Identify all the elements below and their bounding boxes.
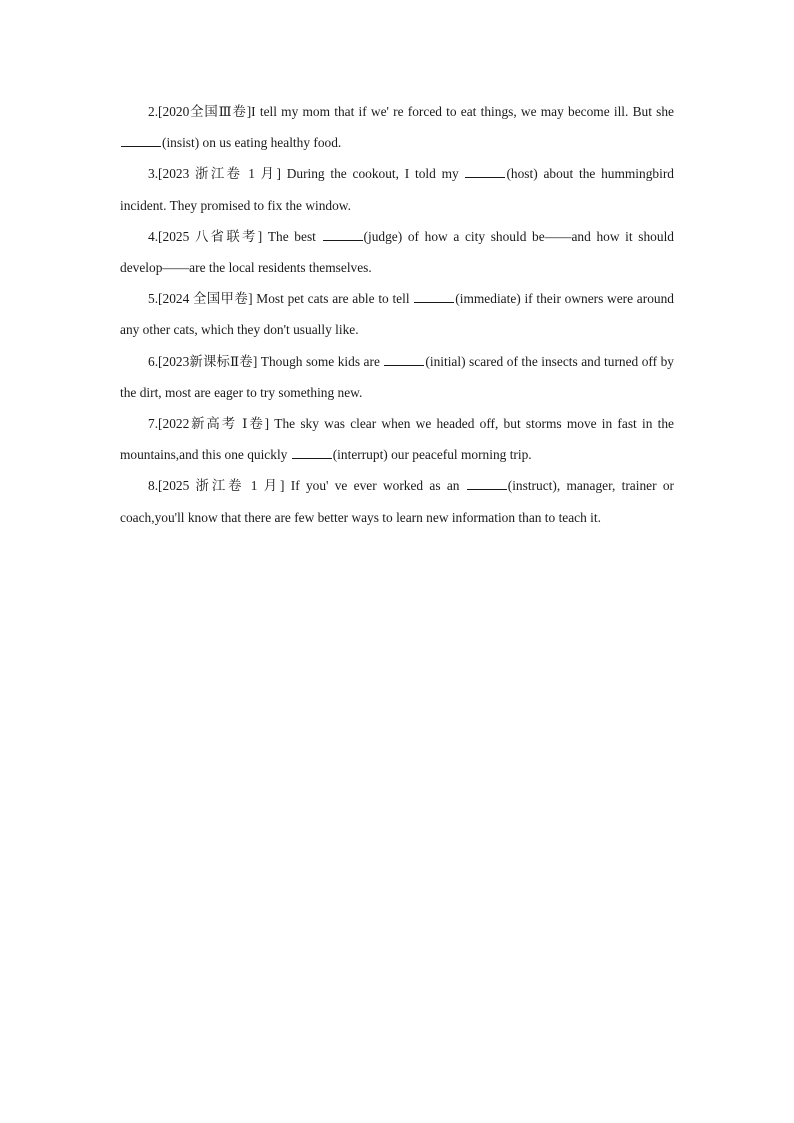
answer-blank[interactable] [384, 353, 424, 366]
item-hint: (interrupt) [332, 447, 388, 463]
exercise-item-2 [120, 96, 674, 158]
item-hint: (judge) [363, 228, 403, 244]
answer-blank[interactable] [467, 477, 507, 490]
answer-blank[interactable] [414, 290, 454, 303]
exercise-item-5 [120, 283, 674, 345]
item-source: [2025 八省联考] [158, 228, 263, 244]
exercise-item-7 [120, 408, 674, 470]
item-text-after: scared of the insects and turned off by the dirt, most are eager to try something new. [120, 353, 674, 400]
item-number: 2. [148, 104, 159, 119]
item-text-after: if their owners were around any other cats, which they don't usually like. [120, 291, 674, 338]
answer-blank[interactable] [465, 165, 505, 178]
item-text-after: on us eating healthy food. [199, 135, 342, 151]
item-hint: (immediate) [455, 291, 521, 307]
item-text-after: of how a city should be——and how it should develop——are the local residents themselves. [120, 228, 674, 276]
item-source: [2023新课标Ⅱ卷] [158, 353, 258, 369]
item-text-before: Though some kids are [257, 353, 384, 369]
item-number: 6. [148, 353, 159, 369]
item-number: 8. [148, 478, 159, 494]
item-hint: (initial) [425, 353, 466, 369]
exercise-list [120, 96, 674, 533]
item-text-before: If you' ve ever worked as an [284, 478, 466, 494]
item-text-after: about the hummingbird incident. They promised to fix the window. [120, 166, 674, 213]
item-number: 5. [148, 291, 159, 307]
item-text-before: I tell my mom that if we' re forced to eat things, we may become ill. But she [251, 104, 674, 119]
item-hint: (instruct) [507, 478, 557, 494]
item-number: 7. [148, 416, 159, 432]
item-text-after: , manager, trainer or coach,you'll know that there are few better ways to learn new information than to teach it. [120, 478, 674, 525]
item-source: [2023 浙江卷 1 月] [158, 166, 281, 182]
exercise-item-4 [120, 221, 674, 283]
exercise-item-6 [120, 346, 674, 408]
item-text-before: The best [262, 228, 322, 244]
answer-blank[interactable] [323, 228, 363, 241]
exercise-item-3 [120, 158, 674, 220]
item-source: [2022新高考 Ⅰ卷] [158, 416, 270, 432]
item-hint: (host) [506, 166, 538, 182]
item-text-before: The sky was clear when we headed off, but storms move in fast in the mountains,and this one quickly [120, 416, 674, 463]
item-text-before: During the cookout, I told my [280, 166, 465, 182]
item-text-before: Most pet cats are able to tell [252, 291, 414, 307]
exercise-item-8 [120, 470, 674, 532]
item-source: [2024 全国甲卷] [158, 291, 253, 307]
item-text-after: our peaceful morning trip. [387, 447, 532, 463]
answer-blank[interactable] [121, 134, 161, 147]
item-number: 3. [148, 166, 159, 182]
item-source: [2020全国Ⅲ卷] [158, 104, 252, 119]
answer-blank[interactable] [292, 446, 332, 459]
item-source: [2025 浙江卷 1 月] [158, 478, 285, 494]
item-number: 4. [148, 228, 159, 244]
item-hint: (insist) [162, 135, 200, 151]
